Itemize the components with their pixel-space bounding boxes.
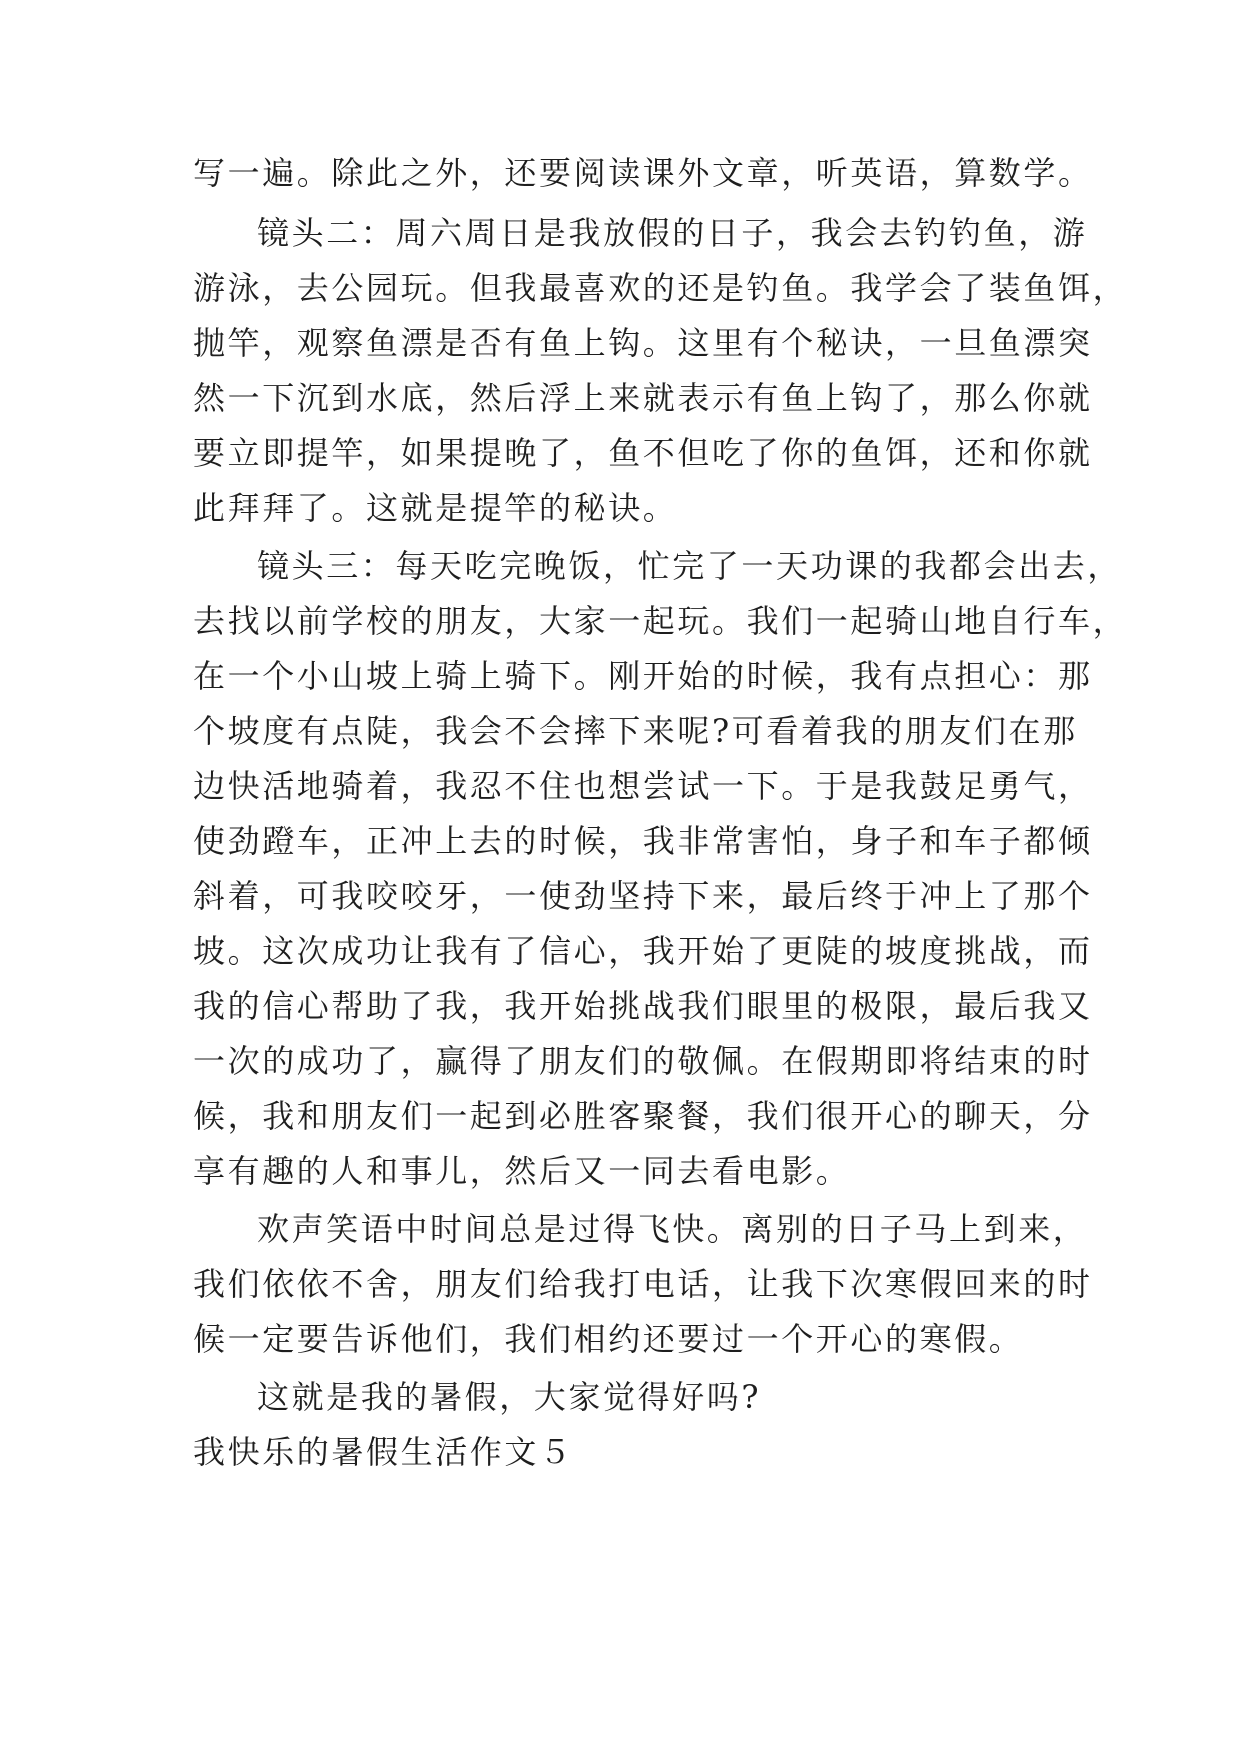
text-line: 享有趣的人和事儿，然后又一同去看电影。 <box>193 1152 851 1190</box>
text-line: 我的信心帮助了我，我开始挑战我们眼里的极限，最后我又 <box>193 987 1093 1025</box>
text-line: 坡。这次成功让我有了信心，我开始了更陡的坡度挑战，而 <box>193 932 1093 970</box>
text-line: 要立即提竿，如果提晚了，鱼不但吃了你的鱼饵，还和你就 <box>193 434 1093 472</box>
text-line: 候一定要告诉他们，我们相约还要过一个开心的寒假。 <box>193 1320 1024 1358</box>
text-line: 游泳，去公园玩。但我最喜欢的还是钓鱼。我学会了装鱼饵， <box>193 269 1128 307</box>
text-line: 去找以前学校的朋友，大家一起玩。我们一起骑山地自行车， <box>193 602 1128 640</box>
paragraph-start-line: 镜头二：周六周日是我放假的日子，我会去钓钓鱼，游 <box>257 214 1088 252</box>
text-line: 我们依依不舍，朋友们给我打电话，让我下次寒假回来的时 <box>193 1265 1093 1303</box>
text-line: 然一下沉到水底，然后浮上来就表示有鱼上钩了，那么你就 <box>193 379 1093 417</box>
text-line: 个坡度有点陡，我会不会摔下来呢?可看着我的朋友们在那 <box>193 712 1078 750</box>
text-line: 边快活地骑着，我忍不住也想尝试一下。于是我鼓足勇气， <box>193 767 1093 805</box>
text-line: 在一个小山坡上骑上骑下。刚开始的时候，我有点担心：那 <box>193 657 1093 695</box>
text-line: 一次的成功了，赢得了朋友们的敬佩。在假期即将结束的时 <box>193 1042 1093 1080</box>
text-line: 使劲蹬车，正冲上去的时候，我非常害怕，身子和车子都倾 <box>193 822 1093 860</box>
section-heading: 我快乐的暑假生活作文５ <box>193 1433 574 1471</box>
paragraph-start-line: 镜头三：每天吃完晚饭，忙完了一天功课的我都会出去， <box>257 547 1123 585</box>
paragraph-start-line: 这就是我的暑假，大家觉得好吗? <box>257 1378 762 1416</box>
text-line: 此拜拜了。这就是提竿的秘诀。 <box>193 489 678 527</box>
paragraph-start-line: 欢声笑语中时间总是过得飞快。离别的日子马上到来， <box>257 1210 1088 1248</box>
text-line: 候，我和朋友们一起到必胜客聚餐，我们很开心的聊天，分 <box>193 1097 1093 1135</box>
text-line: 抛竿，观察鱼漂是否有鱼上钩。这里有个秘诀，一旦鱼漂突 <box>193 324 1093 362</box>
text-line: 写一遍。除此之外，还要阅读课外文章，听英语，算数学。 <box>193 154 1093 192</box>
text-line: 斜着，可我咬咬牙，一使劲坚持下来，最后终于冲上了那个 <box>193 877 1093 915</box>
